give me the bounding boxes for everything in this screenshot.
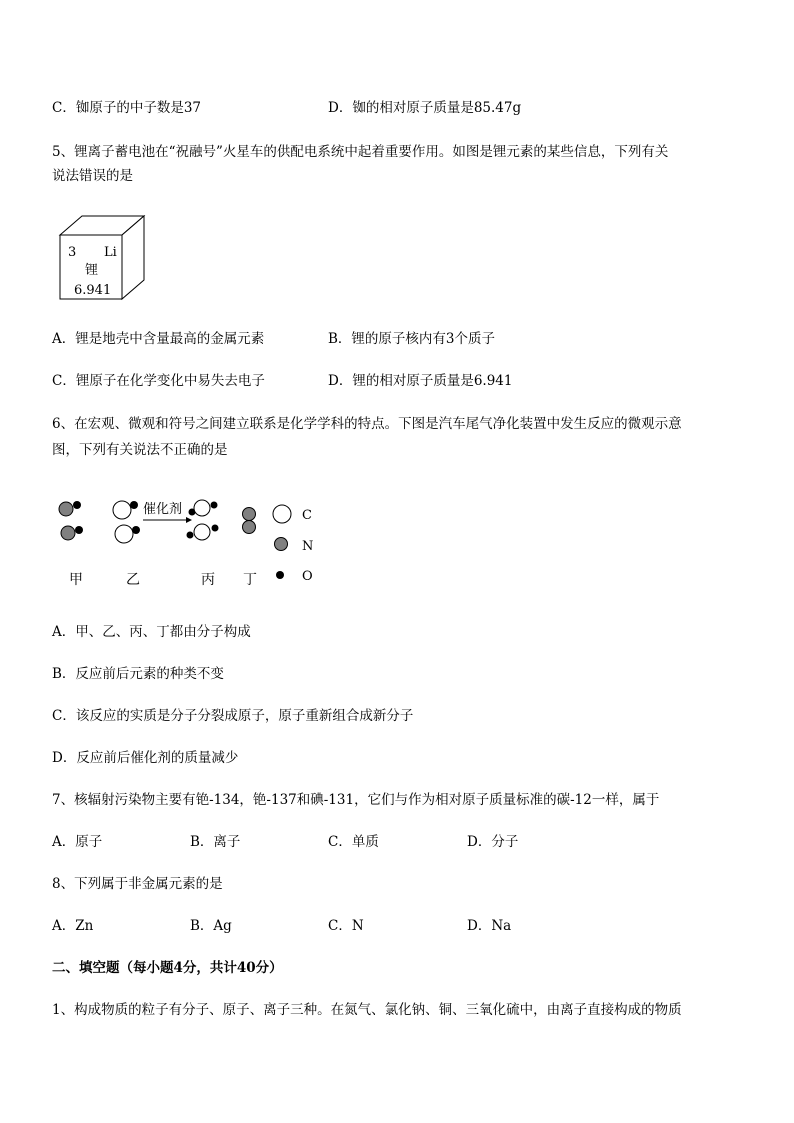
q6-option-a: A．甲、乙、丙、丁都由分子构成	[52, 624, 251, 640]
molecule-group-yi	[113, 501, 140, 543]
reaction-micro-diagram	[40, 490, 340, 595]
element-symbol: Li	[104, 245, 117, 260]
q4-option-d: D．铷的相对原子质量是85.47g	[328, 100, 522, 116]
q7-option-a: A．原子	[52, 834, 103, 850]
molecule-group-ding	[243, 508, 256, 534]
q5-option-c: C．锂原子在化学变化中易失去电子	[52, 373, 265, 389]
section2-title: 二、填空题（每小题4分，共计40分）	[52, 960, 283, 976]
q8-stem: 8、下列属于非金属元素的是	[52, 876, 223, 892]
legend-c: C	[302, 508, 312, 523]
q5-option-a: A．锂是地壳中含量最高的金属元素	[52, 331, 265, 347]
q8-option-c: C．N	[328, 918, 364, 934]
q6-stem-line1: 6、在宏观、微观和符号之间建立联系是化学学科的特点。下图是汽车尾气净化装置中发生反应的微观示意	[52, 416, 682, 432]
q8-option-a: A．Zn	[52, 918, 94, 934]
q7-option-c: C．单质	[328, 834, 379, 850]
q4-option-c: C．铷原子的中子数是37	[52, 100, 202, 116]
q5-option-d: D．锂的相对原子质量是6.941	[328, 373, 513, 389]
catalyst-label: 催化剂	[143, 502, 183, 517]
q8-option-b: B．Ag	[190, 918, 232, 934]
q5-stem-line1: 5、锂离子蓄电池在“祝融号”火星车的供配电系统中起着重要作用。如图是锂元素的某些信息，下列有关	[52, 144, 669, 160]
q6-option-c: C．该反应的实质是分子分裂成原子，原子重新组合成新分子	[52, 708, 414, 724]
q7-option-d: D．分子	[467, 834, 519, 850]
molecule-group-jia	[59, 501, 83, 540]
q8-option-d: D．Na	[467, 918, 512, 934]
q6-option-d: D．反应前后催化剂的质量减少	[52, 750, 239, 766]
element-name: 锂	[85, 263, 99, 278]
element-number: 3	[68, 245, 77, 260]
legend-o: O	[302, 569, 313, 584]
q6-stem-line2: 图，下列有关说法不正确的是	[52, 442, 228, 458]
q5-stem-line2: 说法错误的是	[52, 168, 133, 184]
label-jia: 甲	[69, 572, 83, 588]
section2-q1-line1: 1、构成物质的粒子有分子、原子、离子三种。在氮气、氯化钠、铜、三氧化硫中，由离子直接构成的物质	[52, 1002, 682, 1018]
label-yi: 乙	[126, 572, 140, 588]
label-bing: 丙	[201, 572, 215, 588]
element-mass: 6.941	[74, 283, 112, 298]
label-ding: 丁	[243, 572, 257, 588]
q5-option-b: B．锂的原子核内有3个质子	[328, 331, 496, 347]
atom-legend	[273, 505, 313, 584]
q7-option-b: B．离子	[190, 834, 241, 850]
element-cube-lithium	[52, 208, 152, 304]
legend-n: N	[302, 539, 314, 554]
q6-option-b: B．反应前后元素的种类不变	[52, 666, 224, 682]
q7-stem: 7、核辐射污染物主要有铯-134，铯-137和碘-131，它们与作为相对原子质量标准的碳-12一样，属于	[52, 792, 660, 808]
